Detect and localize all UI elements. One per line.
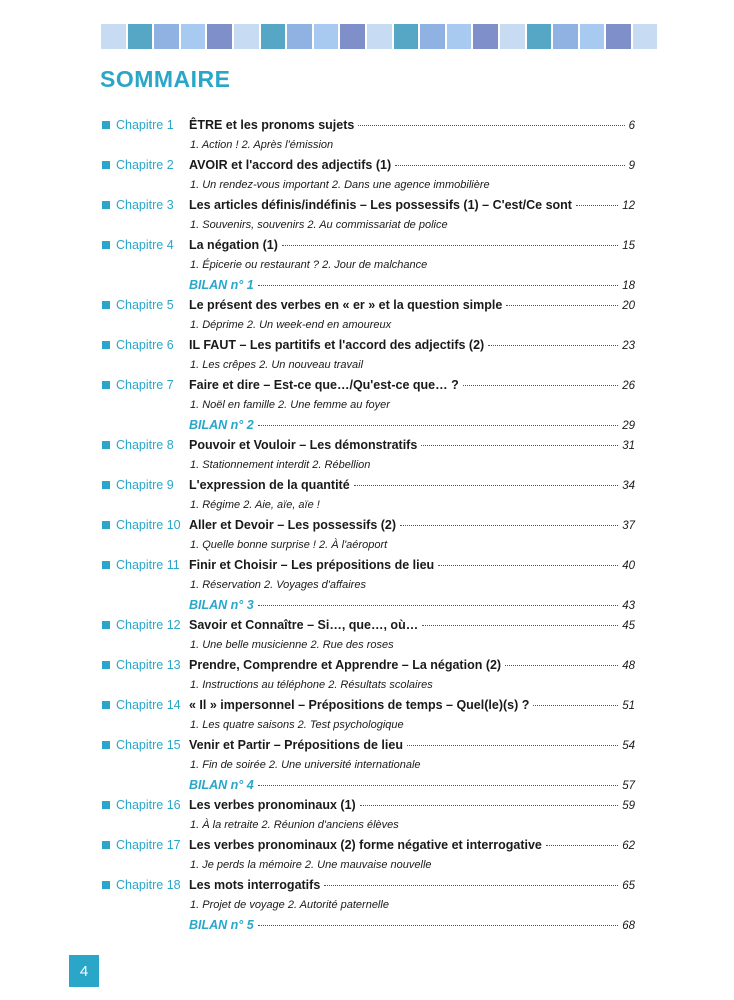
chapter-title: IL FAUT – Les partitifs et l'accord des adjectifs (2): [189, 338, 485, 352]
square-bullet-icon: [102, 381, 110, 389]
page-reference: 51: [622, 700, 635, 712]
toc-entry: [189, 618, 636, 632]
chapter-label: [102, 378, 174, 392]
chapter-title: L'expression de la quantité: [189, 478, 350, 492]
chapter-row: [100, 198, 636, 216]
chapter-label: [102, 238, 174, 252]
chapter-title: Pouvoir et Vouloir – Les démonstratifs: [189, 438, 418, 452]
band-swatch: [101, 24, 126, 49]
band-swatch: [606, 24, 631, 49]
square-bullet-icon: [102, 881, 110, 889]
toc-entry: [189, 158, 636, 172]
band-swatch: [287, 24, 312, 49]
bilan-row: [100, 278, 636, 296]
lesson-subtitles: 1. Projet de voyage 2. Autorité paternelle: [190, 899, 389, 911]
chapter-number: Chapitre 11: [116, 558, 180, 572]
chapter-row: [100, 878, 636, 896]
toc-entry: [189, 558, 636, 572]
page-reference: 6: [628, 120, 635, 132]
chapter-number: Chapitre 16: [116, 798, 181, 812]
band-swatch: [553, 24, 578, 49]
lesson-subtitles: 1. Épicerie ou restaurant ? 2. Jour de malchance: [190, 259, 428, 271]
chapter-number: Chapitre 2: [116, 158, 174, 172]
chapter-title: Les verbes pronominaux (1): [189, 798, 356, 812]
dot-leader: [576, 204, 618, 206]
band-swatch: [261, 24, 286, 49]
square-bullet-icon: [102, 561, 110, 569]
lesson-subtitles: 1. Un rendez-vous important 2. Dans une agence immobilière: [190, 179, 490, 191]
lesson-subtitles: 1. Action ! 2. Après l'émission: [190, 139, 334, 151]
chapter-row: [100, 658, 636, 676]
dot-leader: [438, 564, 618, 566]
chapter-row: [100, 798, 636, 816]
chapter-number: Chapitre 12: [116, 618, 181, 632]
band-swatch: [181, 24, 206, 49]
chapter-number: Chapitre 14: [116, 698, 181, 712]
bilan-title: BILAN n° 5: [189, 918, 254, 932]
dot-leader: [258, 604, 618, 606]
lesson-subtitles: 1. Déprime 2. Un week-end en amoureux: [190, 319, 392, 331]
square-bullet-icon: [102, 661, 110, 669]
toc-entry: [189, 838, 636, 852]
band-swatch: [500, 24, 525, 49]
chapter-title: Les articles définis/indéfinis – Les possessifs (1) – C'est/Ce sont: [189, 198, 572, 212]
lesson-subtitles: 1. Les crêpes 2. Un nouveau travail: [190, 359, 364, 371]
dot-leader: [421, 444, 618, 446]
chapter-title: La négation (1): [189, 238, 278, 252]
toc-entry: [189, 438, 636, 452]
chapter-number: Chapitre 18: [116, 878, 181, 892]
chapter-row: [100, 438, 636, 456]
page-reference: 65: [622, 880, 635, 892]
chapter-row: [100, 378, 636, 396]
lesson-subtitles: 1. Noël en famille 2. Une femme au foyer: [190, 399, 390, 411]
lesson-subtitles: 1. Quelle bonne surprise ! 2. À l'aéroport: [190, 539, 388, 551]
toc-entry: [189, 658, 636, 672]
toc-entry: [189, 738, 636, 752]
toc-entry: [189, 118, 636, 132]
chapter-label: [102, 558, 180, 572]
dot-leader: [488, 344, 618, 346]
chapter-row: [100, 738, 636, 756]
lesson-subtitles: 1. Je perds la mémoire 2. Une mauvaise nouvelle: [190, 859, 432, 871]
page-reference: 57: [622, 780, 635, 792]
chapter-row: [100, 478, 636, 496]
band-swatch: [234, 24, 259, 49]
chapter-label: [102, 658, 181, 672]
chapter-row: [100, 558, 636, 576]
chapter-title: Finir et Choisir – Les prépositions de lieu: [189, 558, 435, 572]
dot-leader: [258, 784, 618, 786]
dot-leader: [258, 424, 618, 426]
chapter-label: [102, 438, 174, 452]
lesson-subtitles: 1. Instructions au téléphone 2. Résultats scolaires: [190, 679, 433, 691]
bilan-row: [100, 418, 636, 436]
chapter-label: [102, 158, 174, 172]
page-reference: 15: [622, 240, 635, 252]
square-bullet-icon: [102, 621, 110, 629]
square-bullet-icon: [102, 701, 110, 709]
square-bullet-icon: [102, 521, 110, 529]
dot-leader: [400, 524, 618, 526]
toc-entry: [189, 518, 636, 532]
bilan-title: BILAN n° 3: [189, 598, 254, 612]
band-swatch: [633, 24, 658, 49]
chapter-row: [100, 238, 636, 256]
page-reference: 9: [628, 160, 635, 172]
toc-entry: [189, 918, 636, 932]
dot-leader: [506, 304, 618, 306]
chapter-number: Chapitre 4: [116, 238, 174, 252]
band-swatch: [580, 24, 605, 49]
lesson-subtitles: 1. Une belle musicienne 2. Rue des roses: [190, 639, 394, 651]
lesson-subtitles: 1. Les quatre saisons 2. Test psychologique: [190, 719, 404, 731]
band-swatch: [128, 24, 153, 49]
lesson-subtitles: 1. Souvenirs, souvenirs 2. Au commissariat de police: [190, 219, 448, 231]
page-reference: 26: [622, 380, 635, 392]
page-reference: 45: [622, 620, 635, 632]
chapter-number: Chapitre 5: [116, 298, 174, 312]
band-swatch: [340, 24, 365, 49]
chapter-label: [102, 118, 174, 132]
page-reference: 62: [622, 840, 635, 852]
page-reference: 54: [622, 740, 635, 752]
band-swatch: [473, 24, 498, 49]
toc-entry: [189, 778, 636, 792]
toc-entry: [189, 198, 636, 212]
bilan-row: [100, 778, 636, 796]
chapter-number: Chapitre 9: [116, 478, 174, 492]
page-reference: 48: [622, 660, 635, 672]
square-bullet-icon: [102, 161, 110, 169]
chapter-title: Les mots interrogatifs: [189, 878, 321, 892]
lesson-subtitles: 1. Fin de soirée 2. Une université internationale: [190, 759, 421, 771]
band-swatch: [154, 24, 179, 49]
chapter-number: Chapitre 7: [116, 378, 174, 392]
dot-leader: [354, 484, 619, 486]
bilan-title: BILAN n° 1: [189, 278, 254, 292]
band-swatch: [527, 24, 552, 49]
chapter-number: Chapitre 10: [116, 518, 181, 532]
square-bullet-icon: [102, 441, 110, 449]
chapter-row: [100, 158, 636, 176]
toc-entry: [189, 878, 636, 892]
lesson-subtitles: 1. Stationnement interdit 2. Rébellion: [190, 459, 371, 471]
page-reference: 43: [622, 600, 635, 612]
chapter-title: Aller et Devoir – Les possessifs (2): [189, 518, 397, 532]
decorative-color-band: [101, 24, 657, 49]
chapter-number: Chapitre 13: [116, 658, 181, 672]
square-bullet-icon: [102, 241, 110, 249]
page-reference: 23: [622, 340, 635, 352]
bilan-title: BILAN n° 4: [189, 778, 254, 792]
square-bullet-icon: [102, 841, 110, 849]
chapter-title: Le présent des verbes en « er » et la question simple: [189, 298, 503, 312]
toc-entry: [189, 418, 636, 432]
page-reference: 20: [622, 300, 635, 312]
dot-leader: [358, 124, 624, 126]
toc-entry: [189, 378, 636, 392]
chapter-label: [102, 618, 181, 632]
lesson-subtitles: 1. Régime 2. Aie, aïe, aïe !: [190, 499, 320, 511]
page-reference: 29: [622, 420, 635, 432]
bilan-row: [100, 918, 636, 936]
chapter-number: Chapitre 8: [116, 438, 174, 452]
page-reference: 68: [622, 920, 635, 932]
chapter-row: [100, 838, 636, 856]
dot-leader: [546, 844, 618, 846]
chapter-label: [102, 478, 174, 492]
page-reference: 37: [622, 520, 635, 532]
square-bullet-icon: [102, 481, 110, 489]
band-swatch: [394, 24, 419, 49]
toc-entry: [189, 298, 636, 312]
dot-leader: [422, 624, 618, 626]
chapter-title: Venir et Partir – Prépositions de lieu: [189, 738, 403, 752]
square-bullet-icon: [102, 341, 110, 349]
dot-leader: [258, 924, 618, 926]
chapter-label: [102, 518, 181, 532]
page-reference: 34: [622, 480, 635, 492]
chapter-row: [100, 298, 636, 316]
chapter-label: [102, 698, 181, 712]
dot-leader: [258, 284, 618, 286]
chapter-title: Les verbes pronominaux (2) forme négative et interrogative: [189, 838, 542, 852]
dot-leader: [407, 744, 618, 746]
toc-entry: [189, 698, 636, 712]
square-bullet-icon: [102, 801, 110, 809]
chapter-label: [102, 838, 181, 852]
chapter-number: Chapitre 17: [116, 838, 181, 852]
toc-entry: [189, 798, 636, 812]
chapter-label: [102, 738, 181, 752]
bilan-row: [100, 598, 636, 616]
chapter-row: [100, 518, 636, 536]
band-swatch: [314, 24, 339, 49]
square-bullet-icon: [102, 301, 110, 309]
page-reference: 59: [622, 800, 635, 812]
dot-leader: [463, 384, 618, 386]
chapter-title: Savoir et Connaître – Si…, que…, où…: [189, 618, 419, 632]
page-number-label: 4: [79, 962, 89, 980]
chapter-label: [102, 298, 174, 312]
toc-entry: [189, 238, 636, 252]
page-number: [69, 955, 99, 987]
toc-entry: [189, 478, 636, 492]
chapter-number: Chapitre 1: [116, 118, 174, 132]
dot-leader: [360, 804, 618, 806]
band-swatch: [367, 24, 392, 49]
square-bullet-icon: [102, 121, 110, 129]
chapter-label: [102, 198, 174, 212]
dot-leader: [324, 884, 618, 886]
chapter-title: « Il » impersonnel – Prépositions de temps – Quel(le)(s) ?: [189, 698, 530, 712]
lesson-subtitles: 1. Réservation 2. Voyages d'affaires: [190, 579, 366, 591]
page-reference: 12: [622, 200, 635, 212]
square-bullet-icon: [102, 201, 110, 209]
chapter-number: Chapitre 6: [116, 338, 174, 352]
toc-entry: [189, 598, 636, 612]
chapter-number: Chapitre 3: [116, 198, 174, 212]
page-reference: 40: [622, 560, 635, 572]
chapter-label: [102, 338, 174, 352]
toc-entry: [189, 278, 636, 292]
chapter-row: [100, 338, 636, 356]
chapter-title: Faire et dire – Est-ce que…/Qu'est-ce que… ?: [189, 378, 459, 392]
square-bullet-icon: [102, 741, 110, 749]
page-reference: 31: [622, 440, 635, 452]
chapter-label: [102, 798, 181, 812]
bilan-title: BILAN n° 2: [189, 418, 254, 432]
chapter-row: [100, 618, 636, 636]
dot-leader: [505, 664, 618, 666]
chapter-title: AVOIR et l'accord des adjectifs (1): [189, 158, 392, 172]
toc-entry: [189, 338, 636, 352]
page-reference: 18: [622, 280, 635, 292]
chapter-title: ÊTRE et les pronoms sujets: [189, 118, 355, 132]
band-swatch: [207, 24, 232, 49]
dot-leader: [395, 164, 624, 166]
chapter-row: [100, 698, 636, 716]
page-title: SOMMAIRE: [100, 66, 231, 92]
dot-leader: [533, 704, 618, 706]
dot-leader: [282, 244, 618, 246]
band-swatch: [420, 24, 445, 49]
chapter-title: Prendre, Comprendre et Apprendre – La négation (2): [189, 658, 502, 672]
band-swatch: [447, 24, 472, 49]
lesson-subtitles: 1. À la retraite 2. Réunion d'anciens élèves: [190, 819, 399, 831]
chapter-row: [100, 118, 636, 136]
chapter-label: [102, 878, 181, 892]
chapter-number: Chapitre 15: [116, 738, 181, 752]
